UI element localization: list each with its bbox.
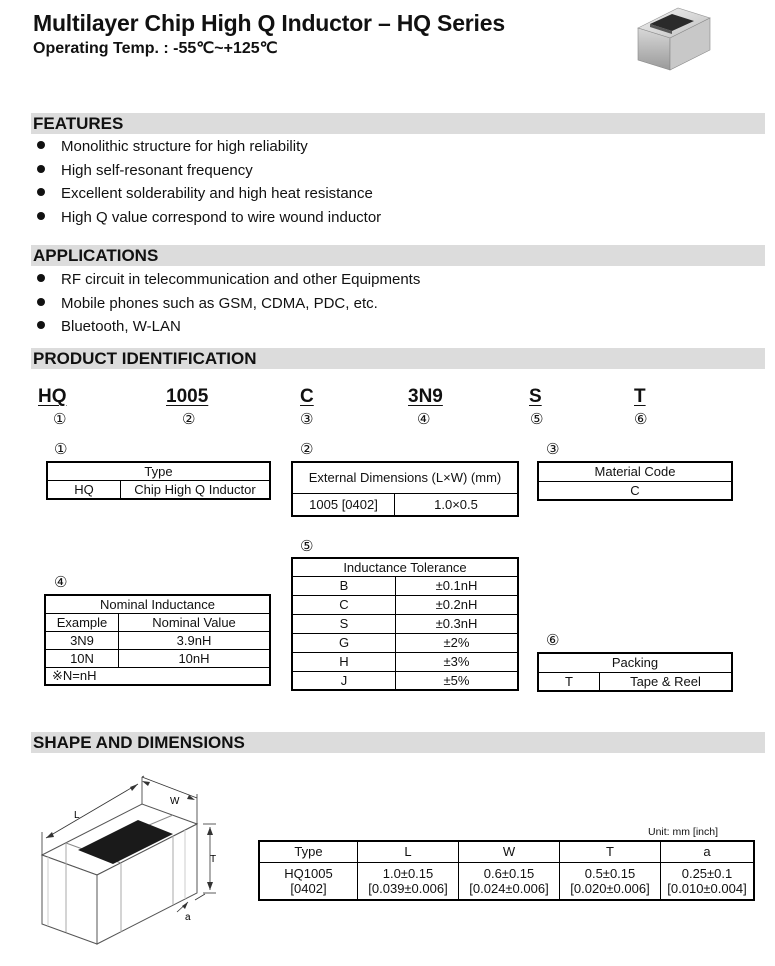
feature-item: Excellent solderability and high heat resistance — [37, 185, 373, 202]
marker-4: ④ — [417, 410, 431, 428]
marker-2-table: ② — [300, 440, 314, 458]
shape-cell: 0.5±0.15 [0.020±0.006] — [560, 862, 661, 900]
material-table-header: Material Code — [538, 462, 732, 481]
tolerance-value: ±2% — [396, 633, 519, 652]
label-L: L — [74, 810, 80, 821]
page-title: Multilayer Chip High Q Inductor – HQ Series — [33, 10, 505, 36]
tolerance-code: B — [292, 576, 396, 595]
shape-cell: 0.6±0.15 [0.024±0.006] — [459, 862, 560, 900]
marker-1: ① — [53, 410, 67, 428]
inductance-cell: 3.9nH — [119, 631, 271, 649]
bullet-icon — [37, 212, 45, 220]
label-T: T — [210, 854, 217, 865]
tolerance-table — [291, 557, 519, 691]
application-item: Mobile phones such as GSM, CDMA, PDC, etc. — [37, 295, 378, 312]
marker-5-table: ⑤ — [300, 537, 314, 555]
inductance-col-header: Nominal Value — [119, 613, 271, 631]
type-table-cell: HQ — [47, 480, 121, 499]
identification-heading: PRODUCT IDENTIFICATION — [33, 349, 257, 368]
feature-item: High Q value correspond to wire wound inductor — [37, 209, 381, 226]
code-tolerance: S — [529, 386, 542, 407]
shape-col-header: Type — [259, 841, 358, 862]
tolerance-code: H — [292, 652, 396, 671]
code-dimension: 1005 — [166, 386, 209, 407]
shape-col-header: a — [661, 841, 755, 862]
material-table-cell: C — [538, 481, 732, 500]
tolerance-value: ±0.1nH — [396, 576, 519, 595]
material-table — [537, 461, 733, 501]
packing-cell: Tape & Reel — [600, 672, 733, 691]
inductance-cell: 3N9 — [45, 631, 119, 649]
unit-note: Unit: mm [inch] — [648, 826, 719, 838]
tolerance-code: C — [292, 595, 396, 614]
dimension-table-header: External Dimensions (L×W) (mm) — [292, 462, 518, 493]
bullet-icon — [37, 141, 45, 149]
bullet-icon — [37, 274, 45, 282]
type-table-header: Type — [47, 462, 270, 480]
shape-col-header: T — [560, 841, 661, 862]
shape-dimension-table — [258, 840, 755, 901]
code-inductance: 3N9 — [408, 386, 443, 407]
marker-2: ② — [182, 410, 196, 428]
marker-1-table: ① — [54, 440, 68, 458]
dimension-drawing — [30, 772, 250, 952]
inductance-col-header: Example — [45, 613, 119, 631]
inductance-cell: 10nH — [119, 649, 271, 667]
applications-band — [31, 245, 765, 266]
label-a: a — [185, 912, 191, 923]
shape-cell: HQ1005 [0402] — [259, 862, 358, 900]
dimension-table — [291, 461, 519, 517]
type-table-cell: Chip High Q Inductor — [121, 480, 271, 499]
packing-cell: T — [538, 672, 600, 691]
tolerance-table-header: Inductance Tolerance — [292, 558, 518, 576]
dimension-table-cell: 1005 [0402] — [292, 493, 395, 516]
marker-6: ⑥ — [634, 410, 648, 428]
shape-cell: 1.0±0.15 [0.039±0.006] — [358, 862, 459, 900]
application-item: RF circuit in telecommunication and other Equipments — [37, 271, 420, 288]
bullet-icon — [37, 321, 45, 329]
type-table — [46, 461, 271, 500]
inductance-cell: 10N — [45, 649, 119, 667]
inductance-table — [44, 594, 271, 686]
inductance-note: ※N=nH — [45, 667, 270, 685]
chip-photo-image — [632, 2, 714, 74]
application-item: Bluetooth, W-LAN — [37, 318, 181, 335]
bullet-icon — [37, 188, 45, 196]
bullet-icon — [37, 165, 45, 173]
code-material: C — [300, 386, 314, 407]
inductance-table-header: Nominal Inductance — [45, 595, 270, 613]
tolerance-value: ±3% — [396, 652, 519, 671]
shape-cell: 0.25±0.1 [0.010±0.004] — [661, 862, 755, 900]
bullet-icon — [37, 298, 45, 306]
operating-temperature: Operating Temp. : -55℃~+125℃ — [33, 40, 278, 57]
shape-col-header: L — [358, 841, 459, 862]
code-packing: T — [634, 386, 646, 407]
marker-3-table: ③ — [546, 440, 560, 458]
tolerance-value: ±0.2nH — [396, 595, 519, 614]
tolerance-value: ±5% — [396, 671, 519, 690]
shape-col-header: W — [459, 841, 560, 862]
tolerance-code: S — [292, 614, 396, 633]
shape-band — [31, 732, 765, 753]
marker-6-table: ⑥ — [546, 631, 560, 649]
dimension-table-cell: 1.0×0.5 — [395, 493, 519, 516]
label-W: W — [170, 796, 180, 807]
features-band — [31, 113, 765, 134]
marker-4-table: ④ — [54, 573, 68, 591]
identification-band — [31, 348, 765, 369]
shape-heading: SHAPE AND DIMENSIONS — [33, 733, 245, 752]
packing-table-header: Packing — [538, 653, 732, 672]
marker-5: ⑤ — [530, 410, 544, 428]
tolerance-code: G — [292, 633, 396, 652]
features-heading: FEATURES — [33, 114, 124, 133]
tolerance-code: J — [292, 671, 396, 690]
tolerance-value: ±0.3nH — [396, 614, 519, 633]
applications-heading: APPLICATIONS — [33, 246, 159, 265]
feature-item: Monolithic structure for high reliability — [37, 138, 308, 155]
code-series: HQ — [38, 386, 67, 407]
marker-3: ③ — [300, 410, 314, 428]
feature-item: High self-resonant frequency — [37, 162, 253, 179]
packing-table — [537, 652, 733, 692]
